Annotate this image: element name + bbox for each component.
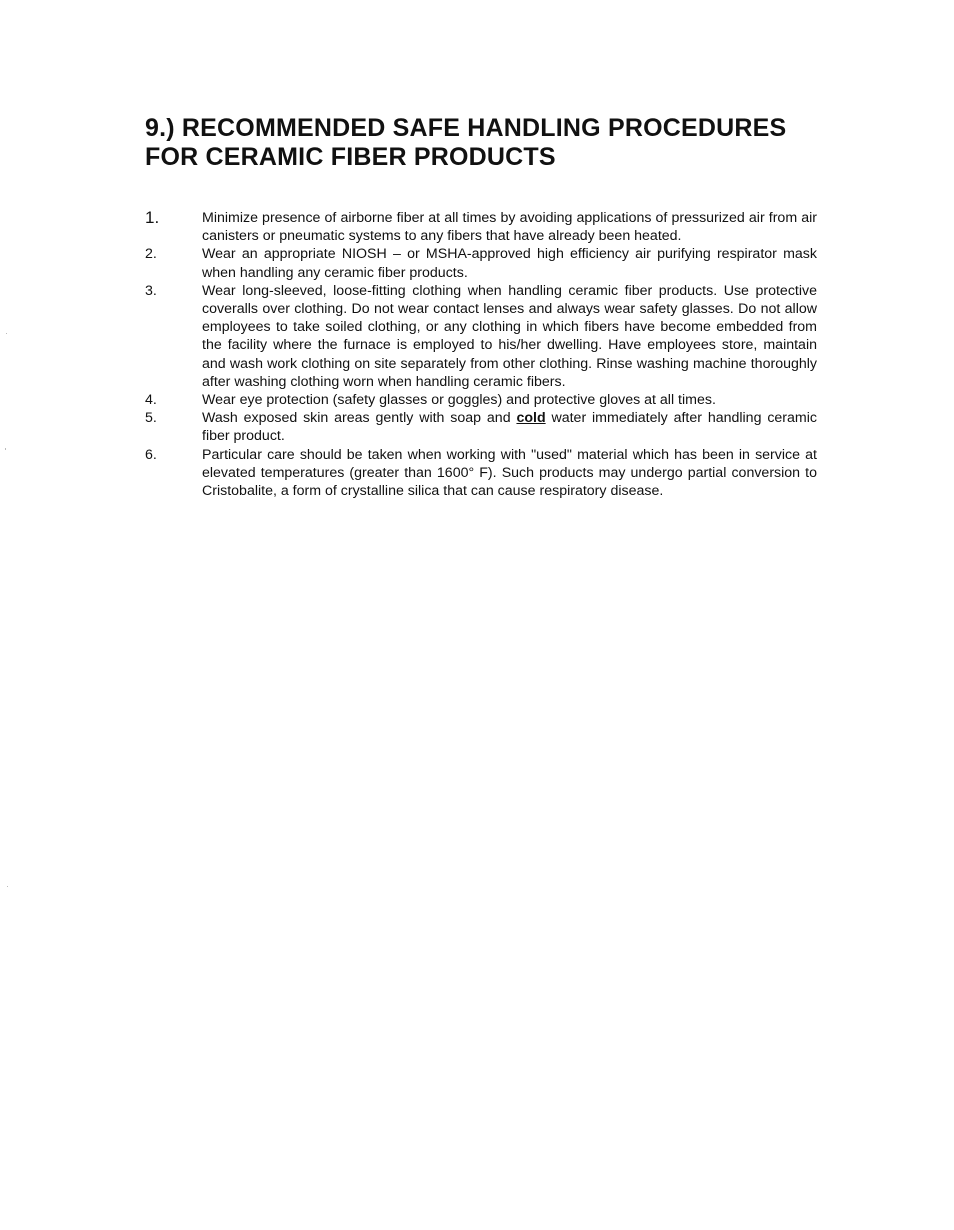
item-number: 6. (145, 446, 157, 463)
item-number: 2. (145, 246, 157, 263)
page-title (145, 114, 845, 172)
item-text: Wear long-sleeved, loose-fitting clothing when handling ceramic fiber products. Use protective coveralls over clothing. Do not wear contact lenses and always wear safety glasses. Do not allow employees to take soiled clothing, or any clothing in which fibers have become embedded from the facility where the furnace is employed to his/her dwelling. Have employees store, maintain and wash work clothing on site separately from other clothing. Rinse washing machine thoroughly after washing clothing worn when handling ceramic fibers. (202, 282, 817, 390)
procedure-list (145, 209, 817, 500)
title-line-1: 9.) RECOMMENDED SAFE HANDLING PROCEDURES (145, 114, 787, 142)
emphasized-word: cold (516, 410, 546, 427)
list-item (145, 409, 817, 445)
item-text (202, 409, 817, 445)
item-text: Particular care should be taken when working with "used" material which has been in service at elevated temperatures (greater than 1600° F). Such products may undergo partial conversion to Cristobalite, a form of crystalline silica that can cause respiratory disease. (202, 446, 817, 500)
item-number: 1. (145, 208, 160, 227)
title-line-2: FOR CERAMIC FIBER PRODUCTS (145, 143, 556, 171)
list-item (145, 446, 817, 501)
item-text-before: Wash exposed skin areas gently with soap and (202, 410, 511, 427)
item-text: Wear an appropriate NIOSH – or MSHA-approved high efficiency air purifying respirator mask when handling any ceramic fiber products. (202, 246, 817, 281)
scan-speck (6, 333, 7, 334)
item-text: Wear eye protection (safety glasses or goggles) and protective gloves at all times. (202, 392, 716, 409)
scan-speck (5, 448, 6, 450)
item-text: Minimize presence of airborne fiber at all times by avoiding applications of pressurized air from air canisters or pneumatic systems to any fibers that have already been heated. (202, 210, 817, 245)
scan-speck (7, 886, 8, 887)
item-number: 3. (145, 282, 157, 299)
list-item (145, 209, 817, 245)
list-item (145, 282, 817, 391)
item-number: 5. (145, 410, 157, 427)
item-number: 4. (145, 392, 157, 409)
item-text-after: water immediately after handling ceramic fiber product. (202, 410, 817, 445)
list-item (145, 245, 817, 281)
list-item (145, 391, 817, 409)
